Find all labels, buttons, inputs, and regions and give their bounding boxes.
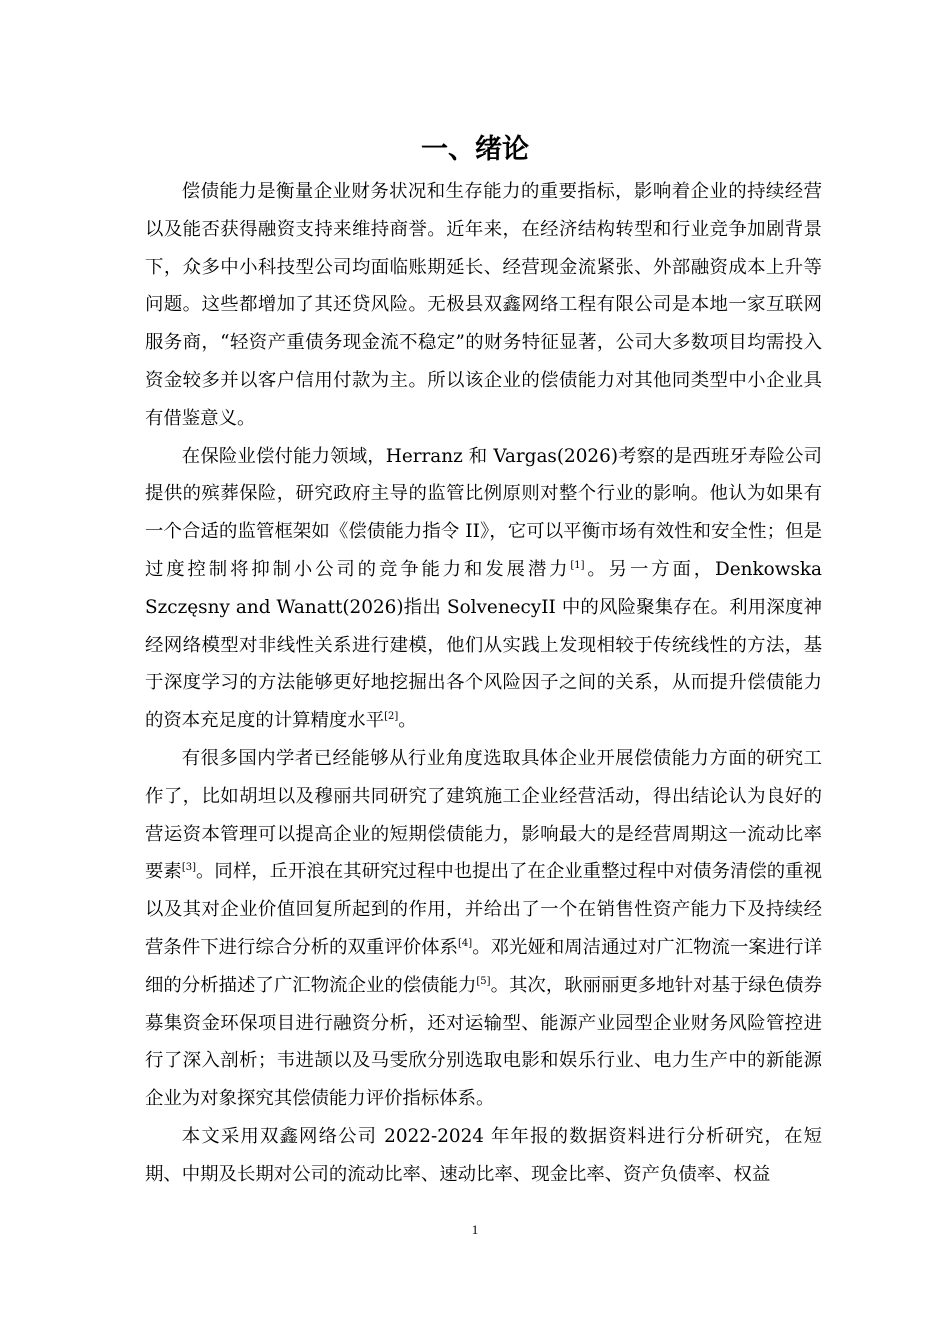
page-number: 1 <box>471 1222 479 1237</box>
paragraph-text: 。另一方面，Denkowska Szczęsny and Wanatt(2026)指出 SolvenecyII 中的风险聚集存在。利用深度神经网络模型对非线性关系进行建模，他们从实践上发现相较于传统线性的方法，基于深度学习的方法能够更好地挖掘出各个风险因子之间的关系，从而提升偿债能力的资本充足度的计算精度水平 <box>145 558 822 732</box>
citation-ref: [4] <box>458 937 473 949</box>
paragraph <box>145 740 822 1118</box>
citation-ref: [2] <box>384 711 399 723</box>
citation-ref: [1] <box>570 559 585 571</box>
paragraph <box>145 1118 822 1194</box>
paragraph <box>145 438 822 740</box>
citation-ref: [5] <box>476 975 491 987</box>
paragraph-text: 。 <box>398 710 417 732</box>
paragraph <box>145 173 822 438</box>
paragraph-text: 。其次，耿丽丽更多地针对基于绿色债券募集资金环保项目进行融资分析，还对运输型、能源产业园型企业财务风险管控进行了深入剖析；韦进颉以及马雯欣分别选取电影和娱乐行业、电力生产中的新能源企业为对象探究其偿债能力评价指标体系。 <box>145 974 822 1110</box>
paragraph-text: 在保险业偿付能力领域，Herranz 和 Vargas(2026)考察的是西班牙寿险公司提供的殡葬保险，研究政府主导的监管比例原则对整个行业的影响。他认为如果有一个合适的监管框架如《偿债能力指令 II》，它可以平衡市场有效性和安全性；但是过度控制将抑制小公司的竞争能力和发展潜力 <box>145 445 822 580</box>
citation-ref: [3] <box>181 862 196 874</box>
paragraph-text: 本文采用双鑫网络公司 2022-2024 年年报的数据资料进行分析研究，在短期、中期及长期对公司的流动比率、速动比率、现金比率、资产负债率、权益 <box>145 1125 822 1185</box>
paragraph-text: 偿债能力是衡量企业财务状况和生存能力的重要指标，影响着企业的持续经营以及能否获得融资支持来维持商誉。近年来，在经济结构转型和行业竞争加剧背景下，众多中小科技型公司均面临账期延长、经营现金流紧张、外部融资成本上升等问题。这些都增加了其还贷风险。无极县双鑫网络工程有限公司是本地一家互联网服务商，“轻资产重债务现金流不稳定”的财务特征显著，公司大多数项目均需投入资金较多并以客户信用付款为主。所以该企业的偿债能力对其他同类型中小企业具有借鉴意义。 <box>145 181 822 429</box>
paragraph-text: 。同样，丘开浪在其研究过程中也提出了在企业重整过程中对债务清偿的重视以及其对企业价值回复所起到的作用，并给出了一个在销售性资产能力下及持续经营条件下进行综合分析的双重评价体系 <box>145 861 822 958</box>
body-text <box>145 173 822 1194</box>
paragraph-text: 有很多国内学者已经能够从行业角度选取具体企业开展偿债能力方面的研究工作了，比如胡坦以及穆丽共同研究了建筑施工企业经营活动，得出结论认为良好的营运资本管理可以提高企业的短期偿债能力，影响最大的是经营周期这一流动比率要素 <box>145 747 822 883</box>
paragraph-text: 。邓光娅和周洁通过对广汇物流一案进行详细的分析描述了广汇物流企业的偿债能力 <box>145 936 822 996</box>
section-title: 一、绪论 <box>421 134 529 165</box>
